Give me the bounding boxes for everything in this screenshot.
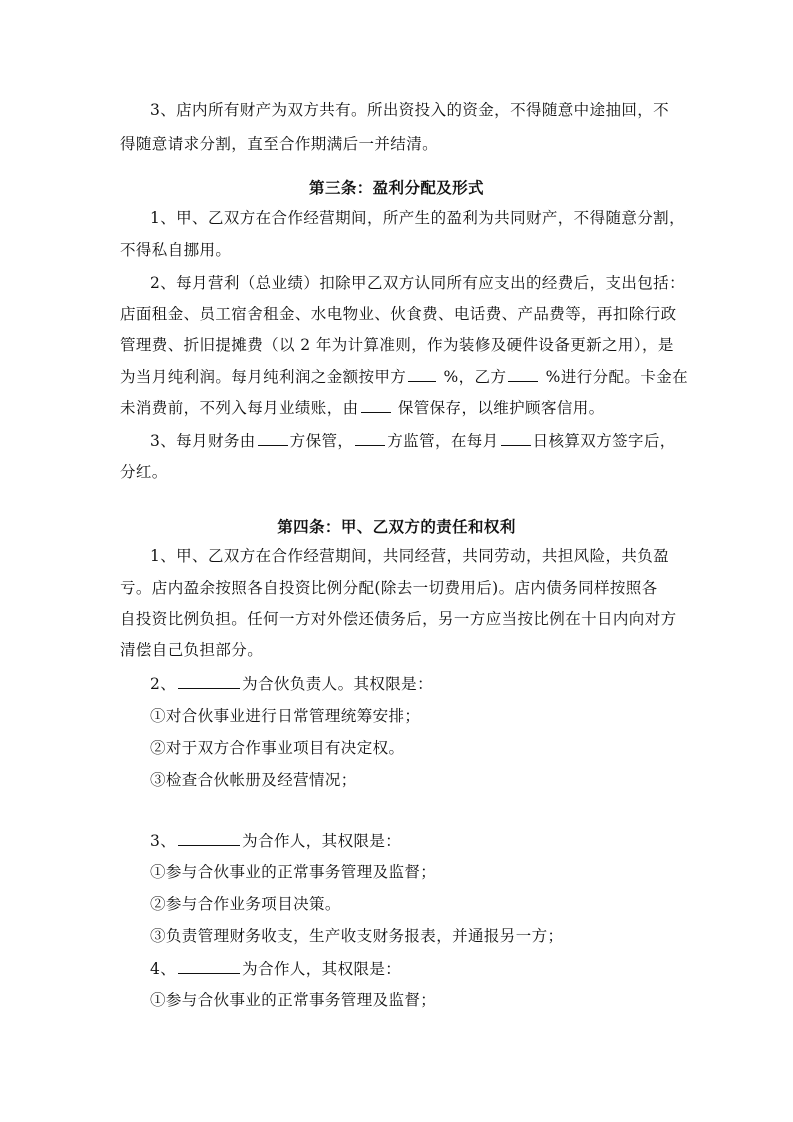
article2-clause3-line1: 3、店内所有财产为双方共有。所出资投入的资金，不得随意中途抽回，不 — [150, 101, 670, 119]
article3-clause2-line3: 管理费、折旧提摊费（以 2 年为计算准则，作为装修及硬件设备更新之用），是 — [120, 336, 674, 354]
article3-heading: 第三条：盈利分配及形式 — [309, 178, 484, 197]
article4-clause3-item2: ②参与合作业务项目决策。 — [150, 895, 341, 913]
article3-clause2-line4: 为当月纯利润。每月纯利润之金额按甲方 %，乙方 %进行分配。卡金在 — [120, 368, 689, 386]
article4-clause3-item1: ①参与合伙事业的正常事务管理及监督； — [150, 863, 437, 881]
article3-clause1-line2: 不得私自挪用。 — [120, 241, 232, 259]
article3-clause3-line2: 分红。 — [120, 463, 168, 481]
article4-clause2-item3: ③检查合伙帐册及经营情况； — [150, 771, 357, 789]
article4-clause3: 3、 为合作人，其权限是： — [150, 832, 402, 850]
article4-clause2-item2: ②对于双方合作事业项目有决定权。 — [150, 739, 405, 757]
keeper-party-blank — [258, 430, 288, 446]
custodian-blank — [361, 397, 391, 413]
article4-heading: 第四条：甲、乙双方的责任和权利 — [277, 517, 516, 536]
article2-clause3-line2: 得随意请求分割，直至合作期满后一并结清。 — [120, 135, 439, 153]
article4-clause1-line3: 自投资比例负担。任何一方对外偿还债务后，另一方应当按比例在十日内向对方 — [120, 610, 677, 628]
article3-clause2-line1: 2、每月营利（总业绩）扣除甲乙双方认同所有应支出的经费后，支出包括： — [150, 274, 685, 292]
article3-clause2-line5: 未消费前，不列入每月业绩账，由 保管保存，以维护顾客信用。 — [120, 399, 605, 417]
article3-clause2-line2: 店面租金、员工宿舍租金、水电物业、伙食费、电话费、产品费等，再扣除行政 — [120, 305, 677, 323]
article3-clause1-line1: 1、甲、乙双方在合作经营期间，所产生的盈利为共同财产，不得随意分割， — [150, 209, 685, 227]
lead-partner-blank — [178, 673, 240, 689]
article4-clause1-line1: 1、甲、乙双方在合作经营期间，共同经营，共同劳动，共担风险，共负盈 — [150, 547, 670, 565]
article4-clause1-line2: 亏。店内盈余按照各自投资比例分配(除去一切费用后)。店内债务同样按照各 — [120, 579, 658, 597]
party-a-percent-blank — [408, 366, 436, 382]
article4-clause1-line4: 清偿自己负担部分。 — [120, 641, 264, 659]
settlement-day-blank — [501, 430, 531, 446]
supervisor-party-blank — [355, 430, 385, 446]
party-b-percent-blank — [508, 366, 538, 382]
article4-clause4-item1: ①参与合伙事业的正常事务管理及监督； — [150, 991, 437, 1009]
article4-clause2: 2、 为合伙负责人。其权限是： — [150, 675, 433, 693]
article4-clause3-item3: ③负责管理财务收支，生产收支财务报表，并通报另一方； — [150, 927, 564, 945]
article3-clause3-line1: 3、每月财务由 方保管， 方监管，在每月 日核算双方签字后， — [150, 432, 676, 450]
article4-clause4: 4、 为合作人，其权限是： — [150, 960, 402, 978]
partner-blank-3 — [178, 830, 240, 846]
partner-blank-4 — [178, 958, 240, 974]
article4-clause2-item1: ①对合伙事业进行日常管理统筹安排； — [150, 707, 421, 725]
